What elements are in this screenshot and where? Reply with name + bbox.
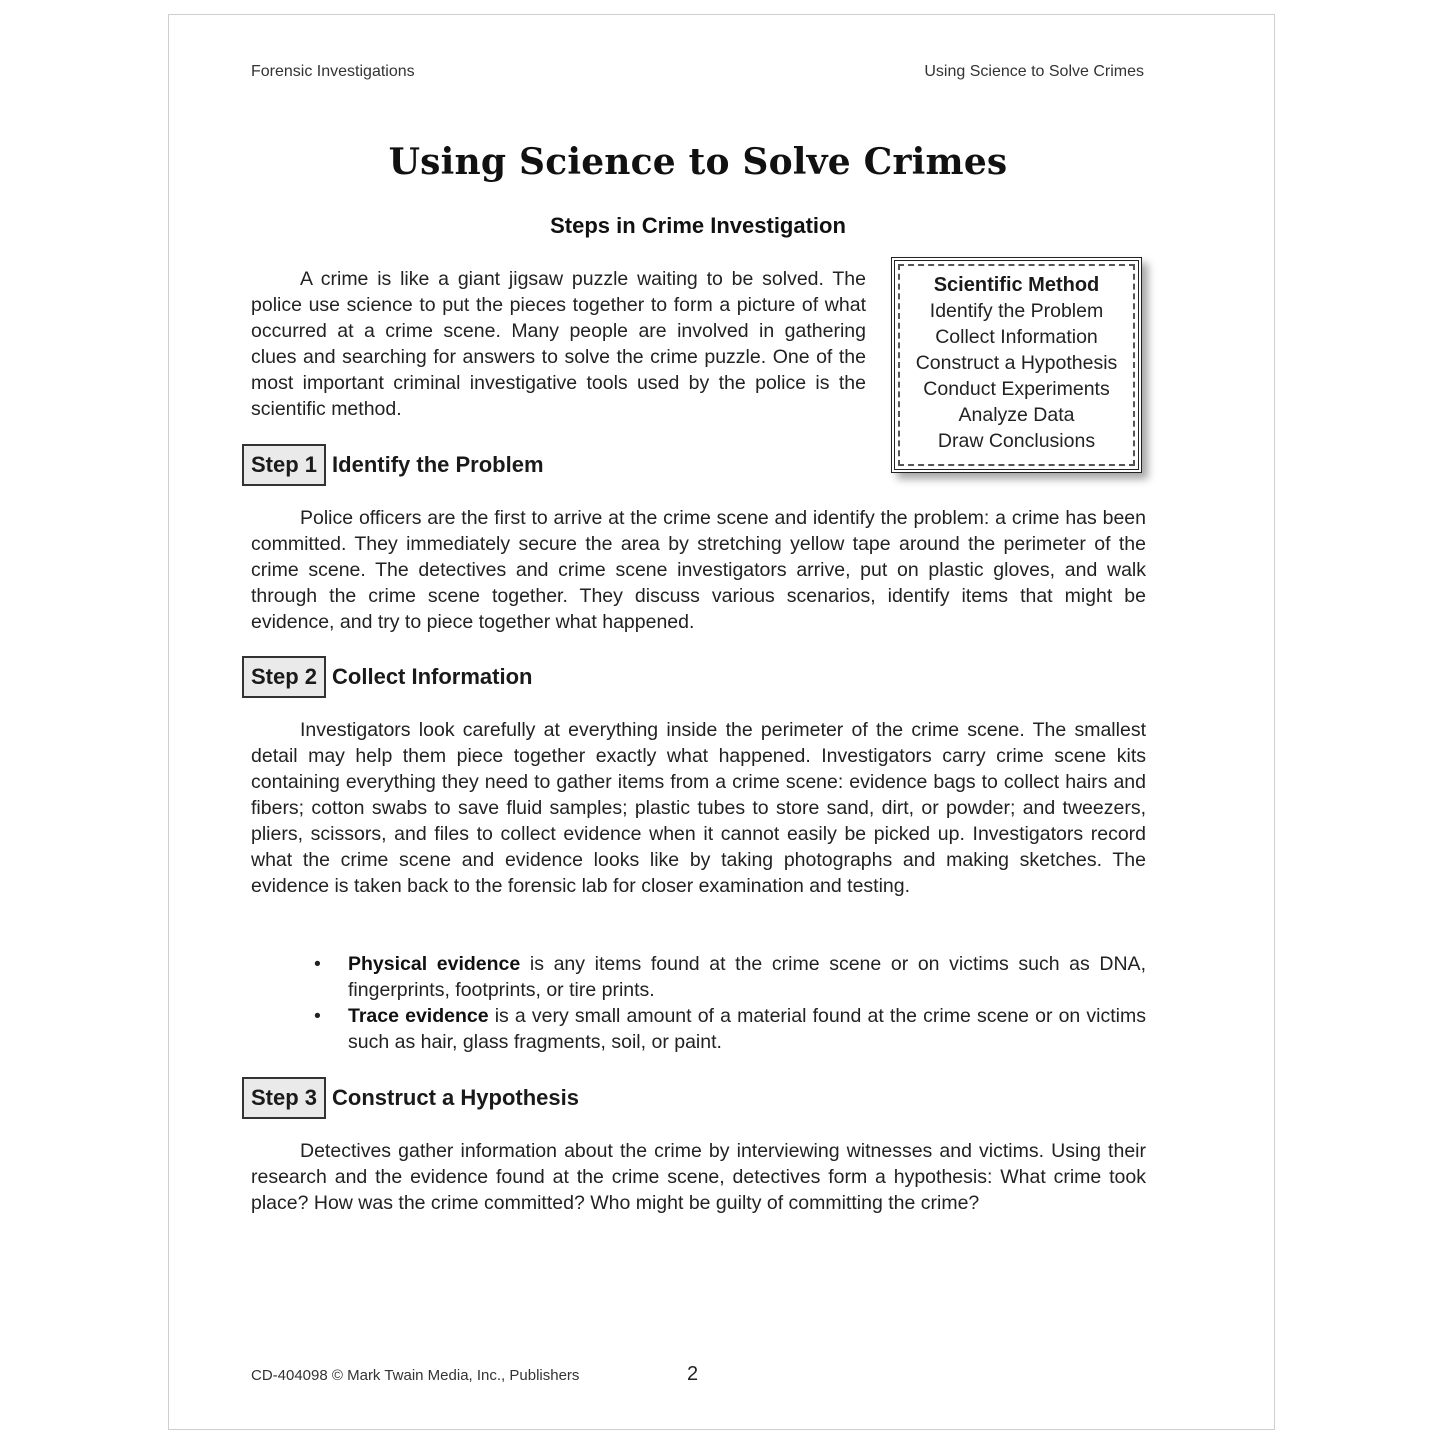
step-3-paragraph: Detectives gather information about the crime by interviewing witnesses and victims. Using their research and the evidence found at the crime scene, detectives form a hypothesis: What crime took place? How was the crime committed? Who might be guilty of committing the crime? xyxy=(251,1140,1146,1214)
list-item xyxy=(251,1003,1146,1055)
step-3-section xyxy=(251,1138,1146,1216)
intro-section xyxy=(251,266,866,422)
scientific-method-item: Identify the Problem xyxy=(929,300,1104,322)
step-3-label: Step 3 xyxy=(242,1077,326,1119)
scientific-method-item: Collect Information xyxy=(935,326,1098,348)
bullet-term: Physical evidence xyxy=(348,953,521,975)
bullet-glyph: • xyxy=(314,953,321,975)
page-subtitle: Steps in Crime Investigation xyxy=(550,213,846,238)
bullet-text: is a very small amount of a material found at the crime scene or on victims such as hair, glass fragments, soil, or paint. xyxy=(348,1005,1146,1053)
list-item xyxy=(251,951,1146,1003)
step-2-title: Collect Information xyxy=(332,664,533,689)
step-3-heading xyxy=(242,1078,579,1118)
scientific-method-box xyxy=(891,257,1142,473)
scientific-method-item: Construct a Hypothesis xyxy=(915,352,1118,374)
scientific-method-frame xyxy=(898,264,1135,466)
running-header-right: Using Science to Solve Crimes xyxy=(924,63,1144,80)
step-2-label: Step 2 xyxy=(242,656,326,698)
step-2-paragraph: Investigators look carefully at everything inside the perimeter of the crime scene. The smallest detail may help them piece together exactly what happened. Investigators carry crime scene kits containing everything they need to gather items from a crime scene: evidence bags to collect hairs and fibers; cotton swabs to save fluid samples; plastic tubes to store sand, dirt, or powder; and tweezers, pliers, scissors, and files to collect evidence when it cannot easily be picked up. Investigators record what the crime scene and evidence looks like by taking photographs and making sketches. The evidence is taken back to the forensic lab for closer examination and testing. xyxy=(251,719,1146,897)
step-2-section xyxy=(251,717,1146,899)
scientific-method-title: Scientific Method xyxy=(933,274,1100,296)
intro-paragraph: A crime is like a giant jigsaw puzzle waiting to be solved. The police use science to put the pieces together to form a picture of what occurred at a crime scene. Many people are involved in gathering clues and searching for answers to solve the crime puzzle. One of the most important criminal investigative tools used by the police is the scientific method. xyxy=(251,268,866,420)
scientific-method-item: Analyze Data xyxy=(958,404,1075,426)
bullet-glyph: • xyxy=(314,1005,321,1027)
step-2-heading xyxy=(242,657,532,697)
bullet-term: Trace evidence xyxy=(348,1005,489,1027)
evidence-list xyxy=(251,951,1146,1055)
evidence-bullets xyxy=(251,951,1146,1055)
scientific-method-item: Draw Conclusions xyxy=(937,430,1096,452)
step-3-title: Construct a Hypothesis xyxy=(332,1085,579,1110)
copyright-footer: CD-404098 © Mark Twain Media, Inc., Publishers xyxy=(251,1367,580,1384)
page-title: Using Science to Solve Crimes xyxy=(388,141,1008,183)
step-1-heading xyxy=(242,445,544,485)
step-1-paragraph: Police officers are the first to arrive at the crime scene and identify the problem: a crime has been committed. They immediately secure the area by stretching yellow tape around the perimeter of the crime scene. The detectives and crime scene investigators arrive, put on plastic gloves, and walk through the crime scene together. They discuss various scenarios, identify items that might be evidence, and try to piece together what happened. xyxy=(251,507,1146,633)
scientific-method-item: Conduct Experiments xyxy=(923,378,1110,400)
document-page xyxy=(168,14,1275,1430)
step-1-label: Step 1 xyxy=(242,444,326,486)
bullet-text: is any items found at the crime scene or on victims such as DNA, fingerprints, footprints, or tire prints. xyxy=(348,953,1146,1001)
step-1-section xyxy=(251,505,1146,635)
page-number: 2 xyxy=(687,1363,699,1385)
step-1-title: Identify the Problem xyxy=(332,452,544,477)
running-header-left: Forensic Investigations xyxy=(251,63,415,80)
